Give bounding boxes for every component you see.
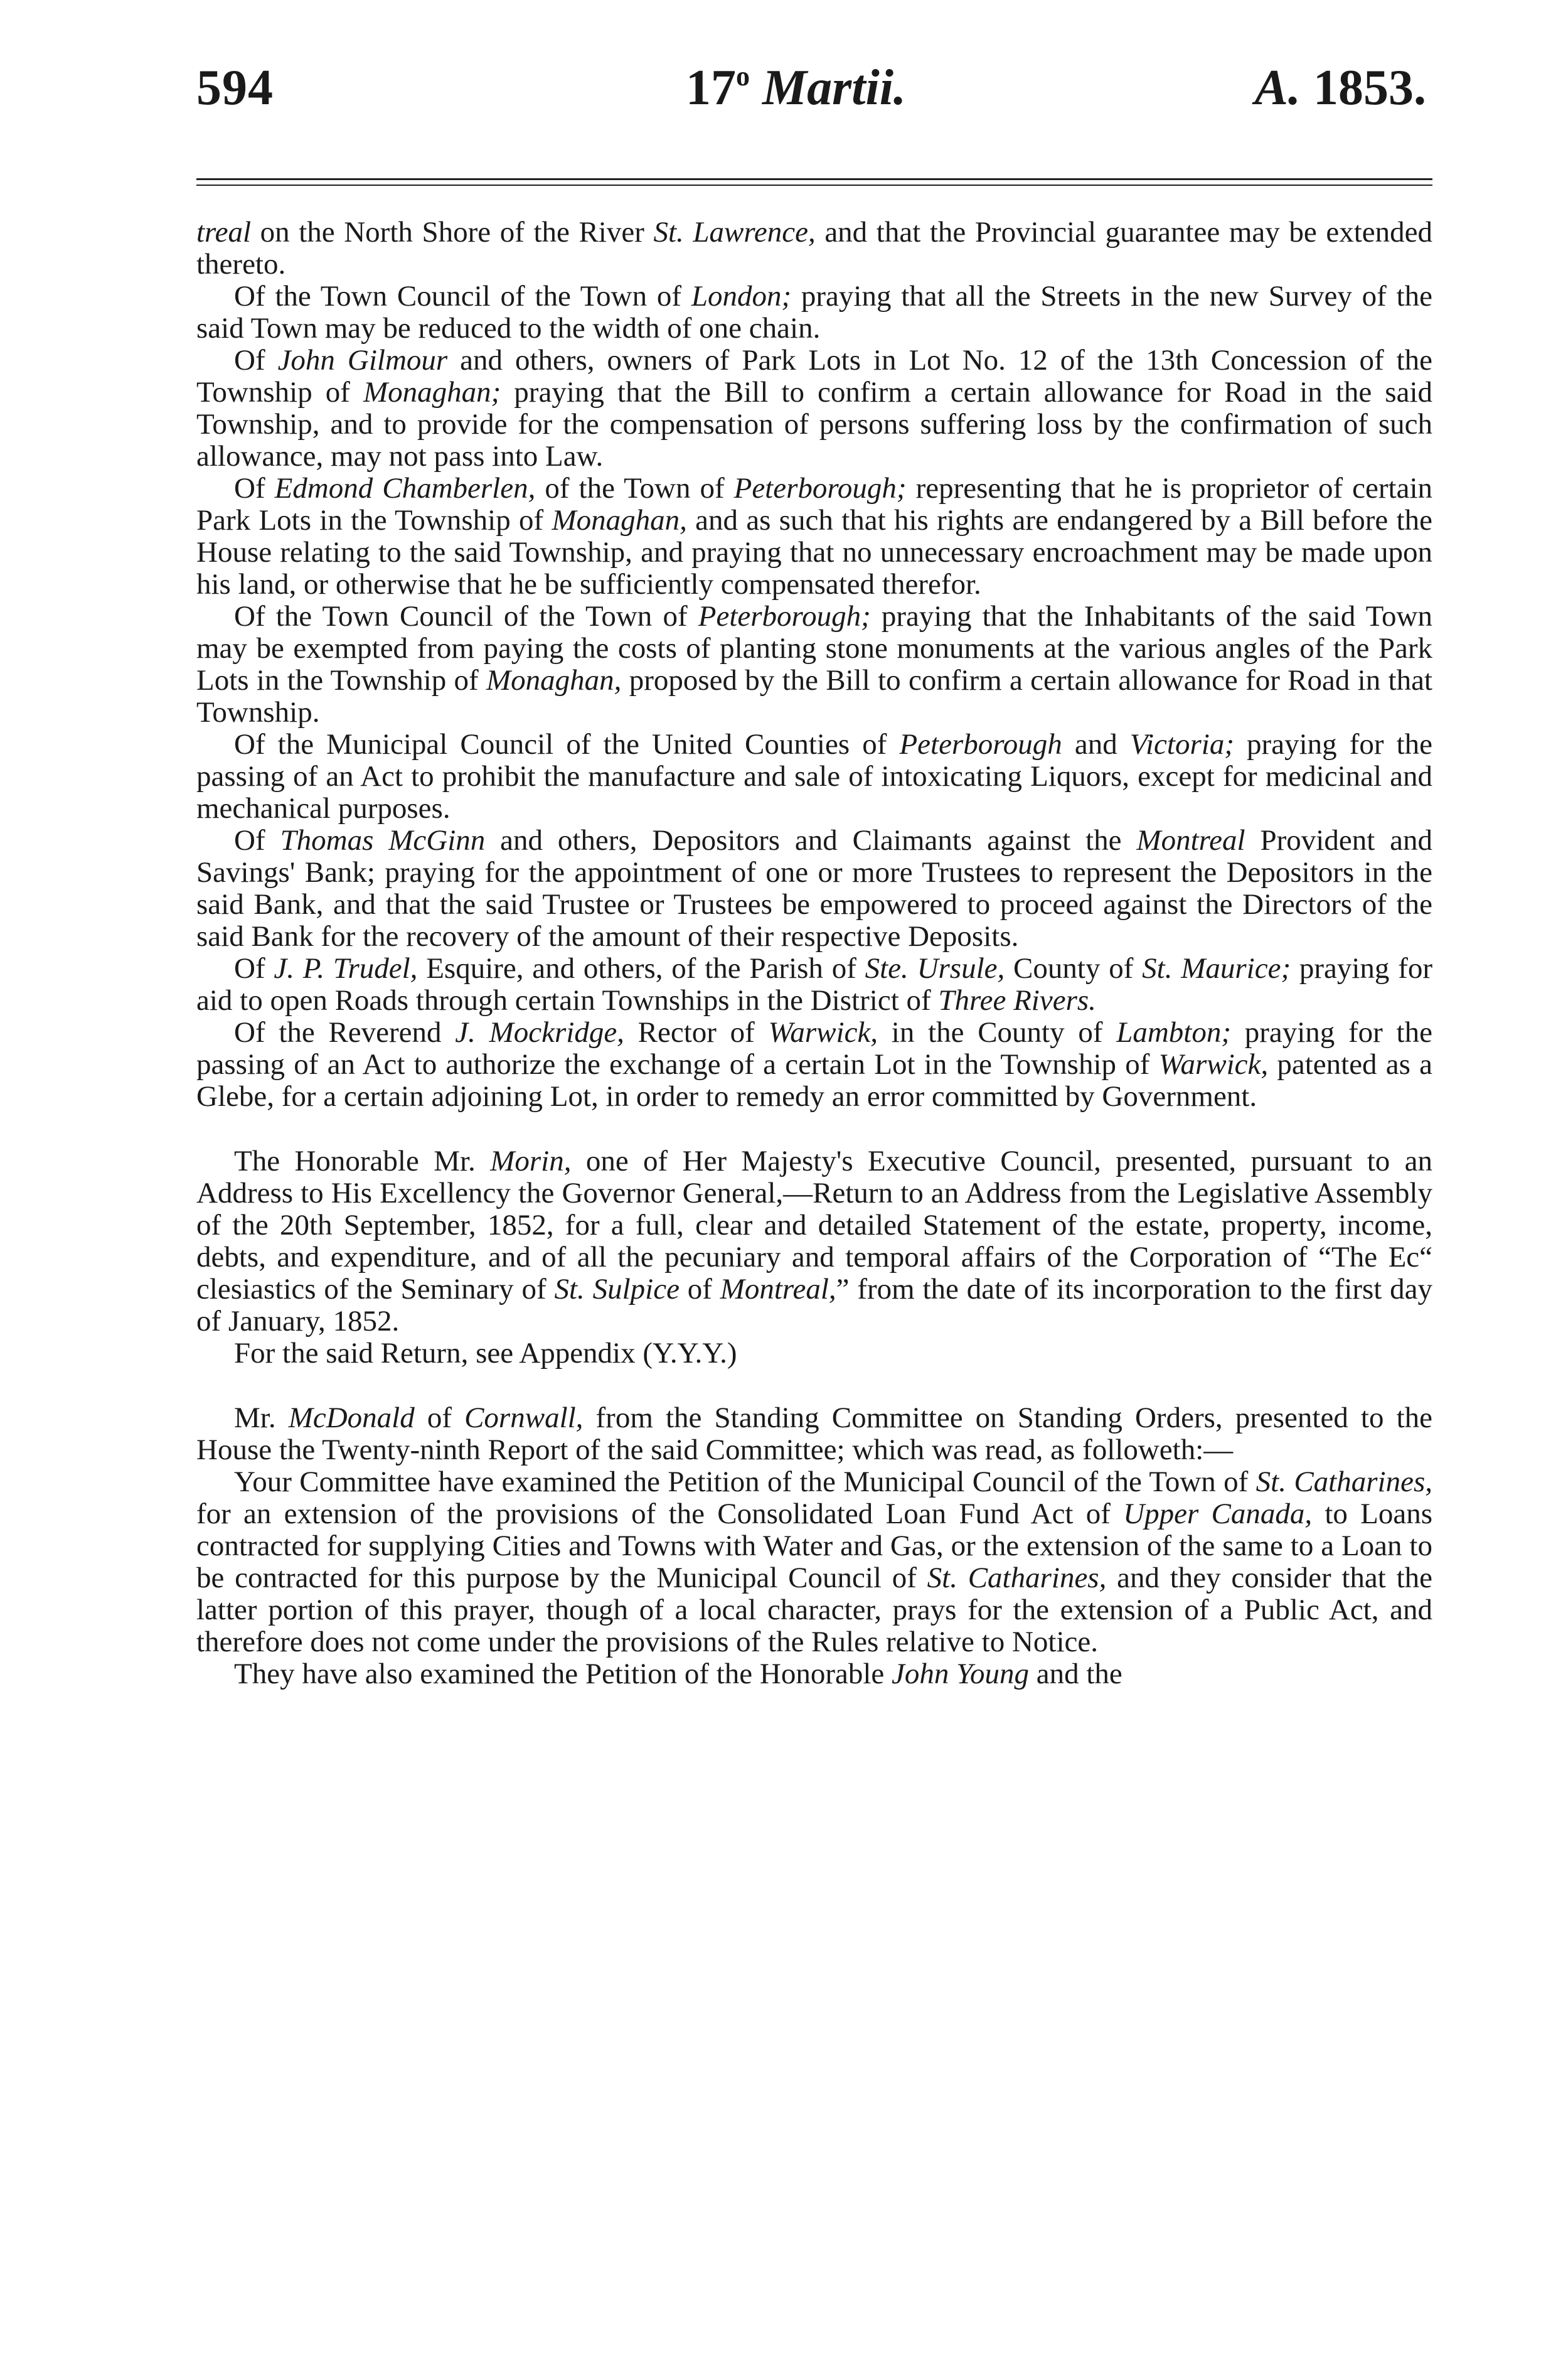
text-run: Rector of xyxy=(624,1016,769,1049)
text-run: and others, owners of Park Lots in Lot No. 12 of the 13th Concession of the Township of xyxy=(196,344,1432,409)
header-date-day: 17 xyxy=(686,60,736,115)
italic-run: Warwick, xyxy=(768,1016,878,1049)
italic-run: Ste. Ursule, xyxy=(865,952,1005,985)
text-run: ” from the date of its incorporation to the first day of January, 1852. xyxy=(196,1273,1432,1337)
running-header xyxy=(196,60,1432,135)
text-run: praying that all the Streets in the new Survey of the said Town may be reduced to the width of one chain. xyxy=(196,280,1432,345)
header-year-letter: A. xyxy=(1254,60,1301,115)
text-run: Of xyxy=(234,824,280,857)
italic-run: Warwick, xyxy=(1158,1048,1269,1081)
text-run: Of the Town Council of the Town of xyxy=(234,600,698,633)
italic-run: Three Rivers. xyxy=(938,984,1096,1017)
italic-run: J. Mockridge, xyxy=(455,1016,624,1049)
text-run: of xyxy=(679,1273,720,1305)
text-run: proposed by the Bill to confirm a certain allowance for Road in that Township. xyxy=(196,664,1432,729)
text-run: praying for the passing of an Act to prohibit the manufacture and sale of intoxicating Liquors, except for medicinal and mechanical purposes. xyxy=(196,728,1432,825)
header-rule-top xyxy=(196,178,1432,180)
italic-run: Peterborough; xyxy=(698,600,871,633)
paragraph-p2 xyxy=(196,281,1432,345)
text-run: praying that the Inhabitants of the said Town may be exempted from paying the costs of planting stone monuments at the various angles of the Park Lots in the Township of xyxy=(196,600,1432,697)
text-run: Of the Municipal Council of the United Counties of xyxy=(234,728,900,761)
italic-run: Monaghan, xyxy=(486,664,622,697)
paragraph-p1 xyxy=(196,217,1432,281)
text-run: praying for the passing of an Act to authorize the exchange of a certain Lot in the Township of xyxy=(196,1016,1432,1081)
text-run: Of the Town Council of the Town of xyxy=(234,280,691,313)
text-run: The Honorable Mr. xyxy=(234,1145,491,1177)
text-run: to Loans contracted for supplying Cities and Towns with Water and Gas, or the extension of the same to a Loan to be contracted for this purpose by the Municipal Council of xyxy=(196,1498,1432,1594)
italic-run: Montreal, xyxy=(720,1273,836,1305)
text-run: Of the Reverend xyxy=(234,1016,456,1049)
italic-run: treal xyxy=(196,216,252,249)
text-run: Esquire, and others, of the Parish of xyxy=(417,952,865,985)
text-run: patented as a Glebe, for a certain adjoining Lot, in order to remedy an error committed by Government. xyxy=(196,1048,1432,1113)
italic-run: St. Lawrence, xyxy=(653,216,816,249)
header-date-superscript: o xyxy=(736,61,750,92)
header-date xyxy=(686,60,906,117)
italic-run: St. Catharines, xyxy=(927,1562,1107,1594)
header-year xyxy=(1255,60,1426,117)
text-run: on the North Shore of the River xyxy=(251,216,654,249)
text-run: and others, Depositors and Claimants against the xyxy=(485,824,1137,857)
italic-run: Peterborough; xyxy=(733,472,907,505)
italic-run: Monaghan, xyxy=(552,504,687,537)
italic-run: London; xyxy=(691,280,792,313)
text-run: and xyxy=(1062,728,1130,761)
italic-run: John Gilmour xyxy=(277,344,448,377)
text-run: Your Committee have examined the Petition of the Municipal Council of the Town of xyxy=(234,1466,1256,1498)
italic-run: Peterborough xyxy=(899,728,1062,761)
text-run: in the County of xyxy=(878,1016,1117,1049)
text-run: Provident and Savings' Bank; praying for the appointment of one or more Trustees to represent the Depositors in the said Bank, and that the said Trustee or Trustees be empowered to proceed against the Directors of the said Bank for the recovery of the amount of their respective Deposits. xyxy=(196,824,1432,953)
text-run: and the xyxy=(1028,1658,1122,1690)
paragraph-p8 xyxy=(196,953,1432,1017)
text-run: praying for aid to open Roads through certain Townships in the District of xyxy=(196,952,1433,1017)
text-run: representing that he is proprietor of certain Park Lots in the Township of xyxy=(196,472,1432,537)
text-run: for an extension of the provisions of the Consolidated Loan Fund Act of xyxy=(196,1498,1124,1530)
text-run: and they consider that the latter portion of this prayer, though of a local character, prays for the extension of a Public Act, and therefore does not come under the provisions of the Rules relative to Notice. xyxy=(196,1562,1432,1658)
text-run: and as such that his rights are endangered by a Bill before the House relating to the said Township, and praying that no unnecessary encroachment may be made upon his land, or otherwise that he be sufficiently compensated therefor. xyxy=(196,504,1433,601)
italic-run: Lambton; xyxy=(1116,1016,1232,1049)
text-run: They have also examined the Petition of the Honorable xyxy=(234,1658,892,1690)
paragraph-p13 xyxy=(196,1466,1432,1658)
italic-run: Victoria; xyxy=(1129,728,1234,761)
paragraph-p10 xyxy=(196,1145,1432,1337)
text-run: one of Her Majesty's Executive Council, presented, pursuant to an Address to His Excellency the Governor General,—Return to an Address from the Legislative Assembly of the 20th September, 1852, for a full, clear and detailed Statement of the estate, property, income, debts, and expenditure, and of all the pecuniary and temporal affairs of the Corporation of “The Ec“ clesiastics of the Seminary of xyxy=(196,1145,1432,1305)
text-run: Mr. xyxy=(234,1402,289,1434)
journal-page xyxy=(196,0,1432,2380)
text-run: County of xyxy=(1005,952,1143,985)
text-run: of the Town of xyxy=(535,472,734,505)
header-year-number: 1853. xyxy=(1313,60,1426,115)
paragraph-p5 xyxy=(196,601,1432,729)
paragraph-p9 xyxy=(196,1017,1432,1113)
paragraph-p12 xyxy=(196,1402,1432,1466)
text-run: Of xyxy=(234,344,278,377)
paragraph-p7 xyxy=(196,825,1432,953)
italic-run: Monaghan; xyxy=(363,376,501,409)
italic-run: J. P. Trudel, xyxy=(274,952,418,985)
header-date-month: Martii. xyxy=(762,60,906,115)
page-number: 594 xyxy=(196,60,274,115)
text-run: praying that the Bill to confirm a certain allowance for Road in the said Township, and to provide for the compensation of persons suffering loss by the confirmation of such allowance, may not pass into Law. xyxy=(196,376,1432,473)
italic-run: Morin, xyxy=(490,1145,572,1177)
italic-run: John Young xyxy=(892,1658,1029,1690)
italic-run: Upper Canada, xyxy=(1123,1498,1313,1530)
italic-run: Cornwall, xyxy=(464,1402,584,1434)
italic-run: St. Maurice; xyxy=(1142,952,1291,985)
paragraph-p11 xyxy=(196,1337,1432,1370)
text-run: For the said Return, see Appendix (Y.Y.Y.) xyxy=(234,1337,737,1370)
header-rule-bottom xyxy=(196,185,1432,186)
paragraph-p4 xyxy=(196,473,1432,601)
italic-run: St. Catharines, xyxy=(1255,1466,1432,1498)
text-run: from the Standing Committee on Standing Orders, presented to the House the Twenty-ninth Report of the said Committee; which was read, as followeth:— xyxy=(196,1402,1432,1466)
italic-run: St. Sulpice xyxy=(554,1273,680,1305)
text-run: and that the Provincial guarantee may be extended thereto. xyxy=(196,216,1432,281)
text-run: of xyxy=(414,1402,465,1434)
text-run: Of xyxy=(234,952,274,985)
italic-run: Thomas McGinn xyxy=(280,824,486,857)
paragraph-p3 xyxy=(196,345,1432,473)
body-text xyxy=(196,217,1432,1690)
paragraph-p14 xyxy=(196,1658,1432,1690)
paragraph-p6 xyxy=(196,729,1432,825)
italic-run: Edmond Chamberlen, xyxy=(274,472,536,505)
text-run: Of xyxy=(234,472,275,505)
italic-run: McDonald xyxy=(288,1402,415,1434)
italic-run: Montreal xyxy=(1136,824,1245,857)
